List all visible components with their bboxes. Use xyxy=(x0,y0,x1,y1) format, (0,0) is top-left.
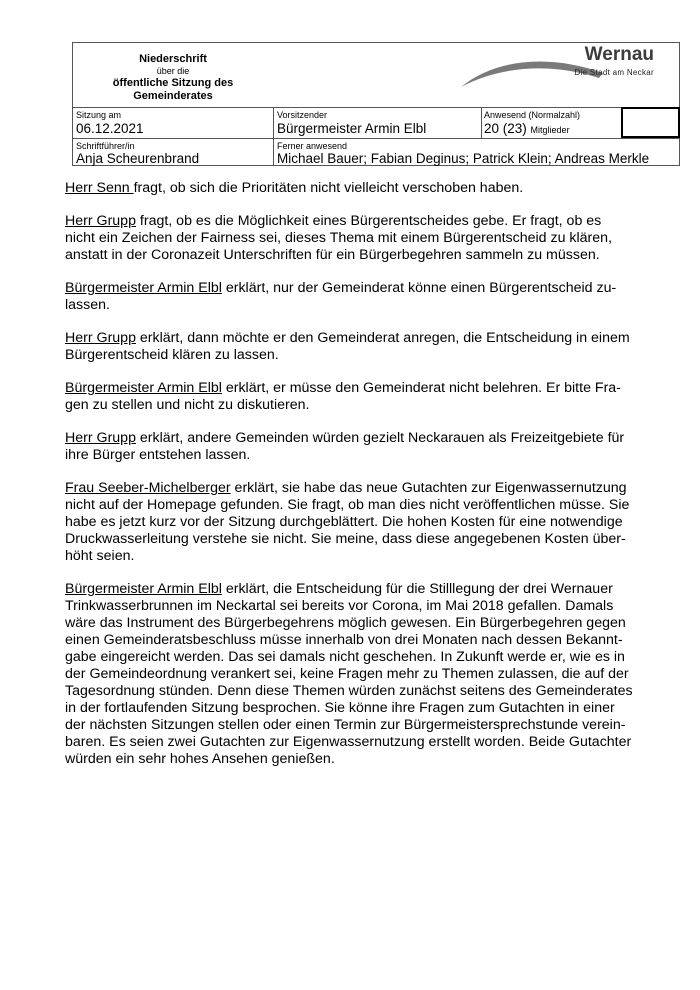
protocol-header xyxy=(72,42,680,166)
paragraph xyxy=(65,581,640,768)
anwesend-count: 20 (23) xyxy=(484,121,527,136)
divider xyxy=(73,138,679,139)
paragraph xyxy=(65,213,640,264)
empty-box xyxy=(621,107,680,138)
paragraph xyxy=(65,480,640,565)
logo-tagline: Die Stadt am Neckar xyxy=(574,68,654,77)
paragraph-text: erklärt, dann möchte er den Gemeinderat anregen, die Entscheidung in einem Bürgerentscheid klären zu lassen. xyxy=(65,330,630,363)
ferner-label: Ferner anwesend xyxy=(277,141,348,151)
title-line-1: Niederschrift xyxy=(139,53,207,65)
sitzung-date: 06.12.2021 xyxy=(76,121,144,136)
sitzung-label: Sitzung am xyxy=(76,110,122,120)
paragraph-text: fragt, ob sich die Prioritäten nicht vielleicht verschoben haben. xyxy=(133,180,524,196)
paragraph-text: erklärt, andere Gemeinden würden gezielt Neckarauen als Freizeitgebiete für ihre Bürger entstehen lassen. xyxy=(65,430,625,463)
speaker-name: Herr Grupp xyxy=(65,430,136,446)
speaker-name: Herr Grupp xyxy=(65,330,136,346)
vorsitz-value: Bürgermeister Armin Elbl xyxy=(277,121,427,136)
title-line-3: öffentliche Sitzung des xyxy=(112,77,234,89)
anwesend-value xyxy=(484,121,570,138)
paragraph xyxy=(65,430,640,464)
schrift-label: Schriftführer/in xyxy=(76,141,135,151)
divider xyxy=(481,107,482,138)
title-line-4: Gemeinderates xyxy=(133,90,213,102)
speaker-name: Bürgermeister Armin Elbl xyxy=(65,581,222,597)
protocol-body xyxy=(65,180,640,784)
anwesend-label: Anwesend (Normalzahl) xyxy=(484,110,581,120)
paragraph xyxy=(65,330,640,364)
speaker-name: Herr Senn xyxy=(65,180,134,196)
logo-name: Wernau xyxy=(584,44,654,65)
speaker-name: Bürgermeister Armin Elbl xyxy=(65,380,222,396)
paragraph-text: erklärt, er müsse den Gemeinderat nicht belehren. Er bitte Fra- gen zu stellen und nicht zu diskutieren. xyxy=(65,380,621,413)
wernau-logo xyxy=(453,43,678,105)
vorsitz-label: Vorsitzender xyxy=(277,110,328,120)
paragraph xyxy=(65,180,640,197)
speaker-name: Bürgermeister Armin Elbl xyxy=(65,280,222,296)
speaker-name: Frau Seeber-Michelberger xyxy=(65,480,231,496)
divider xyxy=(273,107,274,166)
schrift-value: Anja Scheurenbrand xyxy=(76,151,200,166)
speaker-name: Herr Grupp xyxy=(65,213,136,229)
ferner-value: Michael Bauer; Fabian Deginus; Patrick Klein; Andreas Merkle xyxy=(277,151,650,166)
paragraph xyxy=(65,280,640,314)
paragraph-text: erklärt, nur der Gemeinderat könne einen Bürgerentscheid zu- lassen. xyxy=(65,280,617,313)
title-line-2: über die xyxy=(156,66,190,76)
paragraph-text: erklärt, die Entscheidung für die Stilllegung der drei Wernauer Trinkwasserbrunnen im Neckartal sei bereits vor Corona, im Mai 2018 gefallen. Damals wäre das Instrument des Bürgerbegehrens möglich gewesen. Ein Bürgerbegehren gegen einen Gemeinderatsbeschluss müsse innerhalb von drei Monaten nach dessen Bekannt- gabe eingereicht werden. Das sei damals nicht geschehen. In Zukunft werde er, wie es in der Gemeindeordnung verankert sei, keine Fragen mehr zu Themen zulassen, die auf der Tagesordnung stünden. Denn diese Themen würden zunächst seitens des Gemeinderates in der fortlaufenden Sitzung besprochen. Sie könne ihre Fragen zum Gutachten in einer der nächsten Sitzungen stellen oder einen Termin zur Bürgermeistersprechstunde verein- baren. Es seien zwei Gutachten zur Eigenwassernutzung erstellt worden. Beide Gutachter würden ein sehr hohes Ansehen genießen. xyxy=(65,581,633,767)
divider xyxy=(73,107,679,108)
paragraph-text: erklärt, sie habe das neue Gutachten zur Eigenwassernutzung nicht auf der Homepage gefunden. Sie fragt, ob man dies nicht veröffentlichen müsse. Sie habe es jetzt kurz vor der Sitzung durchgeblättert. Die hohen Kosten für eine notwendige Druckwasserleitung verstehe sie nicht. Sie meine, dass diese angegebenen Kosten über- höht seien. xyxy=(65,480,630,564)
paragraph xyxy=(65,380,640,414)
paragraph-text: fragt, ob es die Möglichkeit eines Bürgerentscheides gebe. Er fragt, ob es nicht ein Zeichen der Fairness sei, dieses Thema mit einem Bürgerentscheid zu klären, anstatt in der Coronazeit Unterschriften für ein Bürgerbegehren sammeln zu müssen. xyxy=(65,213,613,263)
document-title xyxy=(73,53,273,103)
anwesend-unit: Mitglieder xyxy=(530,125,570,135)
